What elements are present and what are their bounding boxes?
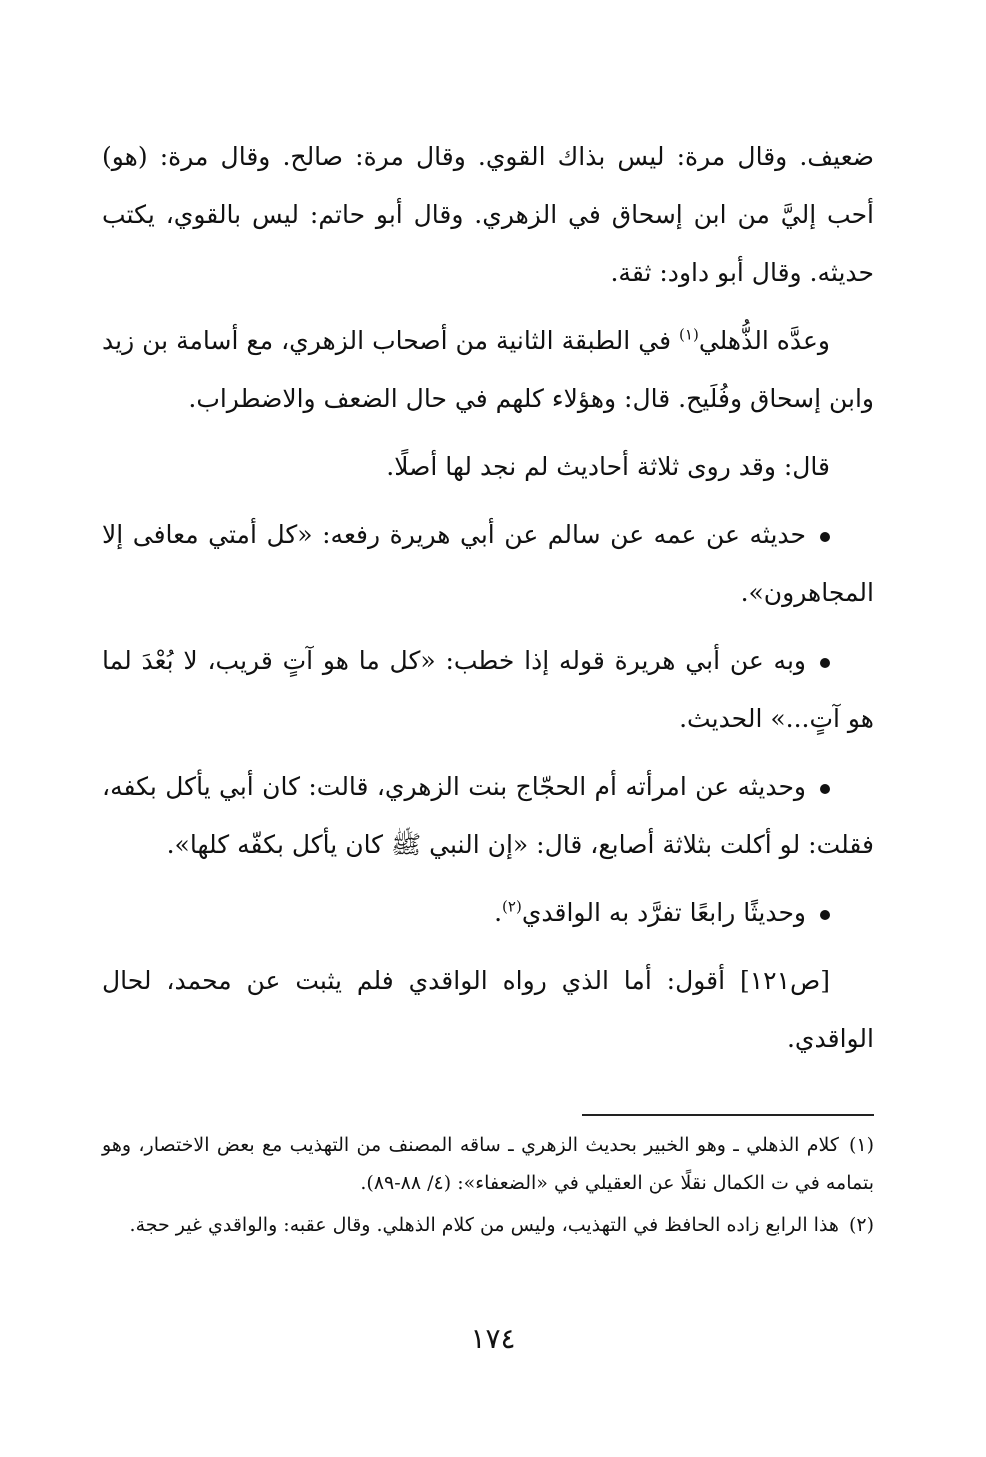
- footnote-separator: [582, 1114, 874, 1116]
- bullet-icon: [820, 910, 830, 920]
- paragraph-1: ضعيف. وقال مرة: ليس بذاك القوي. وقال مرة: صالح. وقال مرة: (هو) أحب إليَّ من ابن إسحاق في الزهري. وقال أبو حاتم: ليس بالقوي، يكتب حديثه. وقال أبو داود: ثقة.: [102, 142, 874, 287]
- bullet-item-4: [102, 884, 874, 942]
- bullet-item-1-text: حديثه عن عمه عن سالم عن أبي هريرة رفعه: «كل أمتي معافى إلا المجاهرون».: [102, 520, 874, 607]
- footnote-ref-2[interactable]: (٢): [502, 897, 522, 916]
- bullet-item-3: [102, 758, 874, 874]
- footnote-1-text: كلام الذهلي ـ وهو الخبير بحديث الزهري ـ ساقه المصنف من التهذيب مع بعض الاختصار، وهو بتمامه في ت الكمال نقلًا عن العقيلي في «الضعفاء»: (٤/ ٨٨-٨٩).: [102, 1134, 874, 1194]
- bullet-item-4-end: .: [494, 898, 503, 927]
- footnote-2-text: هذا الرابع زاده الحافظ في التهذيب، وليس من كلام الذهلي. وقال عقبه: والواقدي غير حجة.: [129, 1214, 839, 1236]
- footnote-2: [102, 1206, 874, 1244]
- bullet-item-1: [102, 506, 874, 622]
- paragraph-2-end: في الطبقة الثانية من أصحاب الزهري، مع أسامة بن زيد وابن إسحاق وفُلَيح. قال: وهؤلاء كلهم في حال الضعف والاضطراب.: [102, 326, 874, 413]
- footnote-1: [102, 1126, 874, 1202]
- footnotes: [102, 1126, 874, 1248]
- footnote-ref-1[interactable]: (١): [679, 325, 699, 344]
- bullet-item-4-text: وحديثًا رابعًا تفرَّد به الواقدي: [521, 898, 806, 927]
- bullet-icon: [820, 658, 830, 668]
- bullet-icon: [820, 784, 830, 794]
- footnote-2-number: (٢): [848, 1214, 874, 1236]
- paragraph-2-start: وعدَّه الذُّهلي: [698, 326, 830, 355]
- main-text: [102, 128, 874, 1078]
- page-number: ١٧٤: [470, 1322, 516, 1355]
- bullet-item-2-text: وبه عن أبي هريرة قوله إذا خطب: «كل ما هو آتٍ قريب، لا بُعْدَ لما هو آتٍ...» الحديث.: [102, 646, 874, 733]
- footnote-1-number: (١): [848, 1134, 874, 1156]
- paragraph-3: قال: وقد روى ثلاثة أحاديث لم نجد لها أصلًا.: [386, 452, 830, 481]
- bullet-icon: [820, 532, 830, 542]
- paragraph-2: [102, 312, 874, 428]
- bullet-item-2: [102, 632, 874, 748]
- paragraph-4: [ص١٢١] أقول: أما الذي رواه الواقدي فلم يثبت عن محمد، لحال الواقدي.: [102, 966, 874, 1053]
- bullet-item-3-text: وحديثه عن امرأته أم الحجّاج بنت الزهري، قالت: كان أبي يأكل بكفه، فقلت: لو أكلت بثلاثة أصابع، قال: «إن النبي ﷺ كان يأكل بكفّه كلها».: [102, 772, 874, 859]
